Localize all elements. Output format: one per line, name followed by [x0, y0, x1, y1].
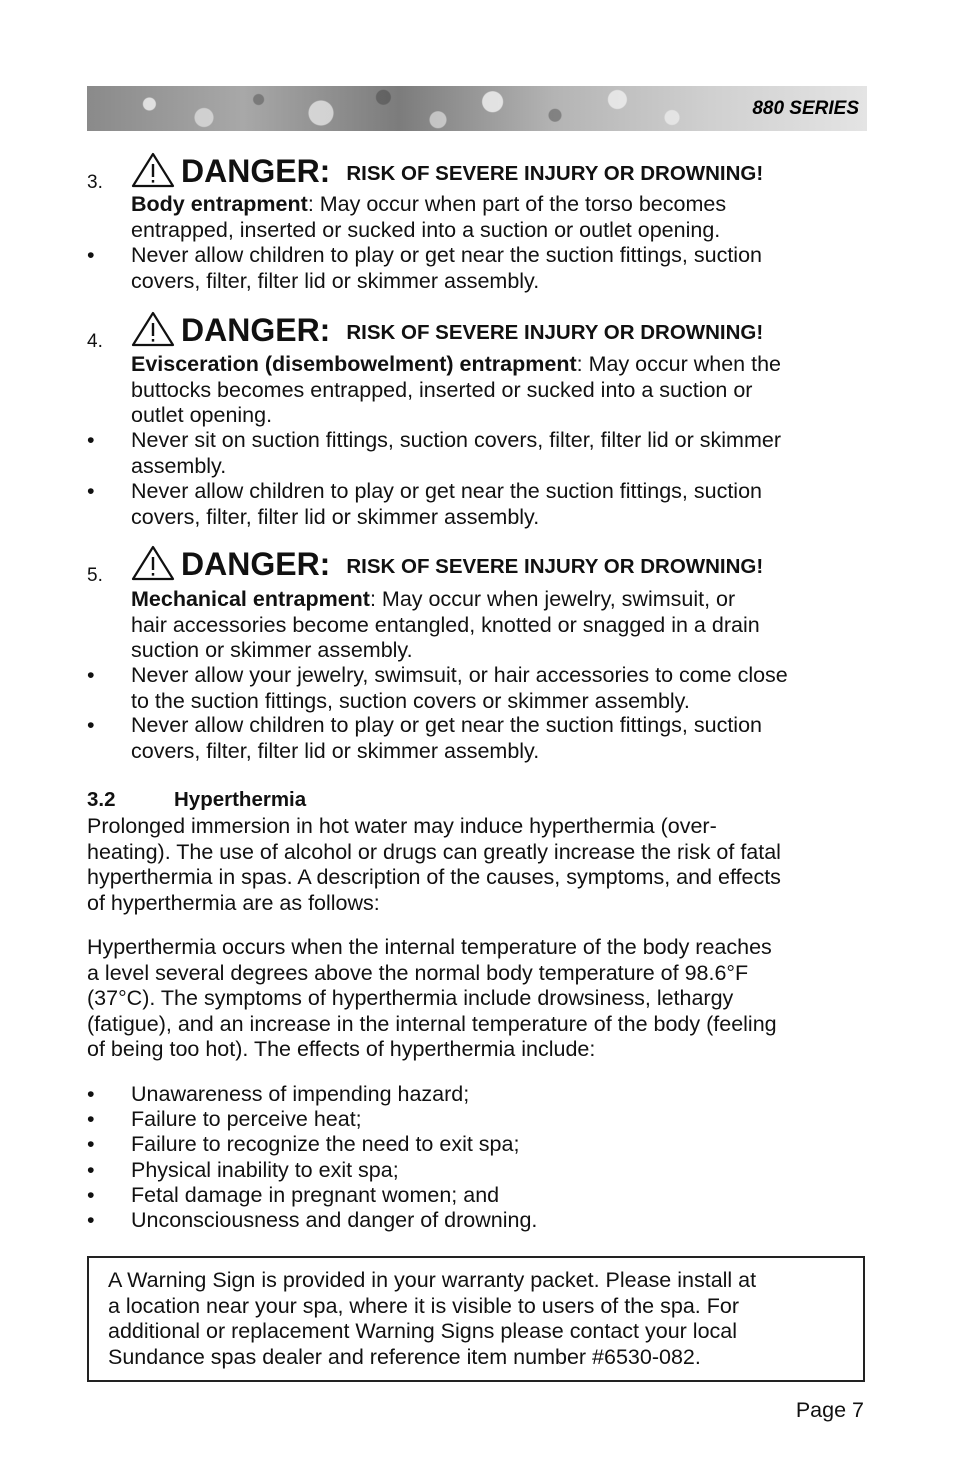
warning-triangle-icon [131, 311, 175, 347]
warning-sign-notice-box [87, 1256, 865, 1382]
item-number: 3. [87, 172, 103, 193]
notice-line: Sundance spas dealer and reference item number #6530-082. [108, 1344, 701, 1369]
section-title: Hyperthermia [174, 788, 307, 811]
bullet-line: covers, filter, filter lid or skimmer assembly. [131, 504, 540, 529]
paragraph-line: heating). The use of alcohol or drugs can greatly increase the risk of fatal [87, 839, 781, 864]
section-heading [87, 788, 306, 812]
notice-line: additional or replacement Warning Signs please contact your local [108, 1319, 738, 1343]
bullet-line: Never allow children to play or get near the suction fittings, suction [131, 479, 762, 503]
danger-subtitle: RISK OF SEVERE INJURY OR DROWNING! [346, 162, 764, 185]
bullet-dot: • [87, 1107, 95, 1131]
danger-description [131, 587, 871, 664]
paragraph-line: Hyperthermia occurs when the internal temperature of the body reaches [87, 935, 772, 959]
danger-title: DANGER: [181, 153, 331, 189]
description-line: : May occur when jewelry, swimsuit, or [369, 587, 736, 611]
list-item-text: Unawareness of impending hazard; [131, 1082, 470, 1106]
bullet-line: assembly. [131, 453, 227, 478]
notice-line: A Warning Sign is provided in your warranty packet. Please install at [108, 1268, 757, 1292]
paragraph-line: hyperthermia in spas. A description of the causes, symptoms, and effects [87, 865, 781, 889]
description-line: : May occur when the [576, 352, 781, 376]
paragraph-line: (fatigue), and an increase in the internal temperature of the body (feeling [87, 1011, 777, 1036]
item-number: 4. [87, 331, 103, 352]
series-title: 880 SERIES [752, 98, 859, 119]
danger-subtitle: RISK OF SEVERE INJURY OR DROWNING! [346, 555, 764, 578]
bullet-dot: • [87, 1208, 95, 1232]
item-number: 5. [87, 565, 103, 586]
danger-heading [131, 152, 763, 188]
entrapment-type: Evisceration (disembowelment) entrapment [131, 352, 577, 376]
notice-text [108, 1268, 848, 1370]
notice-line: a location near your spa, where it is visible to users of the spa. For [108, 1293, 739, 1318]
paragraph-line: Prolonged immersion in hot water may induce hyperthermia (over- [87, 814, 717, 838]
danger-description [131, 352, 871, 429]
description-line: hair accessories become entangled, knotted or snagged in a drain [131, 612, 760, 637]
list-item-text: Fetal damage in pregnant women; and [131, 1183, 500, 1207]
bullet-line: Never sit on suction fittings, suction covers, filter, filter lid or skimmer [131, 428, 781, 452]
bullet-dot: • [87, 428, 95, 452]
danger-title: DANGER: [181, 546, 331, 582]
page-number: Page 7 [795, 1398, 864, 1422]
paragraph-line: of being too hot). The effects of hyperthermia include: [87, 1037, 596, 1061]
header-banner [87, 86, 867, 131]
bullet-dot: • [87, 1132, 95, 1156]
bullet-dot: • [87, 243, 95, 267]
danger-title: DANGER: [181, 312, 331, 348]
description-line: outlet opening. [131, 403, 273, 427]
bullet-line: Never allow your jewelry, swimsuit, or hair accessories to come close [131, 663, 788, 687]
paragraph-line: (37°C). The symptoms of hyperthermia include drowsiness, lethargy [87, 986, 734, 1010]
bullet-line: covers, filter, filter lid or skimmer assembly. [131, 268, 540, 293]
list-item-text: Failure to recognize the need to exit spa; [131, 1132, 520, 1156]
bullet-line: covers, filter, filter lid or skimmer assembly. [131, 738, 540, 763]
paragraph-line: of hyperthermia are as follows: [87, 890, 380, 915]
list-item-text: Failure to perceive heat; [131, 1107, 362, 1131]
section-number: 3.2 [87, 788, 116, 811]
hyperthermia-intro-paragraph [87, 814, 872, 916]
bullet-dot: • [87, 663, 95, 687]
warning-triangle-icon [131, 152, 175, 188]
danger-heading [131, 311, 763, 347]
bullet-dot: • [87, 1183, 95, 1207]
bullet-line: to the suction fittings, suction covers or skimmer assembly. [131, 688, 690, 713]
paragraph-line: a level several degrees above the normal body temperature of 98.6°F [87, 960, 749, 985]
danger-heading [131, 545, 763, 581]
bullet-dot: • [87, 1082, 95, 1106]
list-item-text: Physical inability to exit spa; [131, 1158, 399, 1182]
bullet-line: Never allow children to play or get near the suction fittings, suction [131, 713, 762, 737]
danger-description [131, 192, 871, 243]
list-item-text: Unconsciousness and danger of drowning. [131, 1208, 538, 1232]
danger-subtitle: RISK OF SEVERE INJURY OR DROWNING! [346, 321, 764, 344]
description-line: : May occur when part of the torso becomes [307, 192, 727, 216]
description-line: entrapped, inserted or sucked into a suction or outlet opening. [131, 217, 721, 242]
description-line: suction or skimmer assembly. [131, 638, 413, 662]
hyperthermia-definition-paragraph [87, 935, 872, 1063]
entrapment-type: Mechanical entrapment [131, 587, 370, 611]
description-line: buttocks becomes entrapped, inserted or sucked into a suction or [131, 377, 753, 402]
bullet-dot: • [87, 713, 95, 737]
bullet-dot: • [87, 1158, 95, 1182]
entrapment-type: Body entrapment [131, 192, 308, 216]
bullet-line: Never allow children to play or get near the suction fittings, suction [131, 243, 762, 267]
warning-triangle-icon [131, 545, 175, 581]
bullet-dot: • [87, 479, 95, 503]
